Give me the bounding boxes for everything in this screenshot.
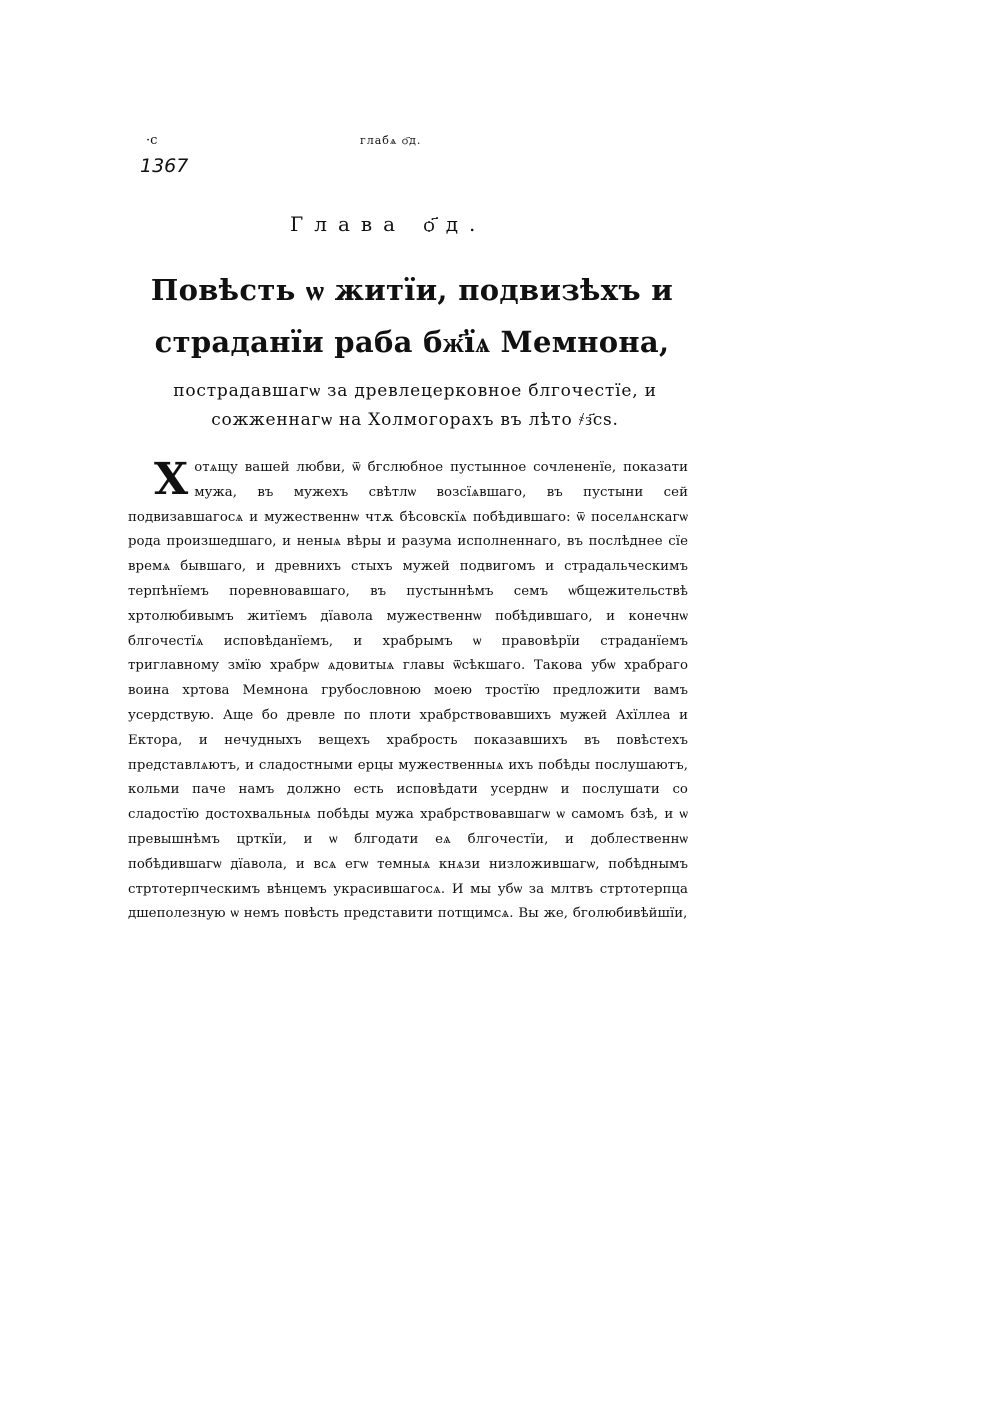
running-head: глабѧ ѻ҃д. [360, 134, 422, 147]
margin-mark: ·с [146, 133, 158, 148]
page-title: Повѣсть ѡ житїи, подвизѣхъ и страданїи раба бж҃їѧ Мемнона, [150, 273, 674, 359]
chapter-heading: Глава ѻ҃д. [290, 212, 487, 236]
body-text: отѧщу вашей любви, ѿ бгслюбное пустынное сочлененїе, показати мужа, въ мужехъ свѣтлѡ возсїѧвшаго, въ пустыни сей подвизавшагосѧ и мужественнѡ чтѫ бѣсовскїѧ побѣдившаго: ѿ поселѧнскагѡ рода произшедшаго, и неныѧ вѣры и разума исполненнаго, въ послѣднее сїе времѧ бывшаго, и древнихъ стыхъ мужей подвигомъ и страдальческимъ терпѣнїемъ поревновавшаго, въ пустыннѣмъ семъ ѡбщежительствѣ хртолюбивымъ житїемъ дїавола мужественнѡ побѣдившаго, и конечнѡ блгочестїѧ исповѣданїемъ, и храбрымъ ѡ правовѣрїи страданїемъ триглавному змїю храбрѡ ѧдовитыѧ главы ѿсѣкшаго. Такова убѡ храбраго воина хртова Мемнона грубословною моею тростїю предложити вамъ усердствую. Аще бо древле по плоти храбрствовавшихъ мужей Ахїллеа и Ектора, и нечудныхъ вещехъ храбрость показавшихъ въ повѣстехъ представлѧютъ, и сладостными ерцы мужественныѧ ихъ побѣды послушаютъ, кольми паче намъ должно есть исповѣдати усерднѡ и послушати со сладостїю достохвальныѧ побѣды мужа храбрствовавшагѡ ѡ самомъ бзѣ, и ѡ превышнѣмъ црткїи, и ѡ блгодати еѧ блгочестїи, и доблественнѡ побѣдившагѡ дїавола, и всѧ егѡ темныѧ кнѧзи низложившагѡ, побѣднымъ стртотерпческимъ вѣнцемъ украсившагосѧ. И мы убѡ за млтвъ стртотерпца дшеполезную ѡ немъ повѣсть представити потщимсѧ. Вы же, бголюбивѣйшїи, [128, 460, 688, 922]
page-subtitle: пострадавшагѡ за древлецерковное блгочестїе, и сожженнагѡ на Холмогорахъ въ лѣто ҂з҃сѕ. [173, 381, 657, 430]
drop-cap: Х [154, 454, 189, 505]
handwritten-page-number: 1367 [140, 155, 189, 177]
body-paragraph [128, 456, 688, 927]
